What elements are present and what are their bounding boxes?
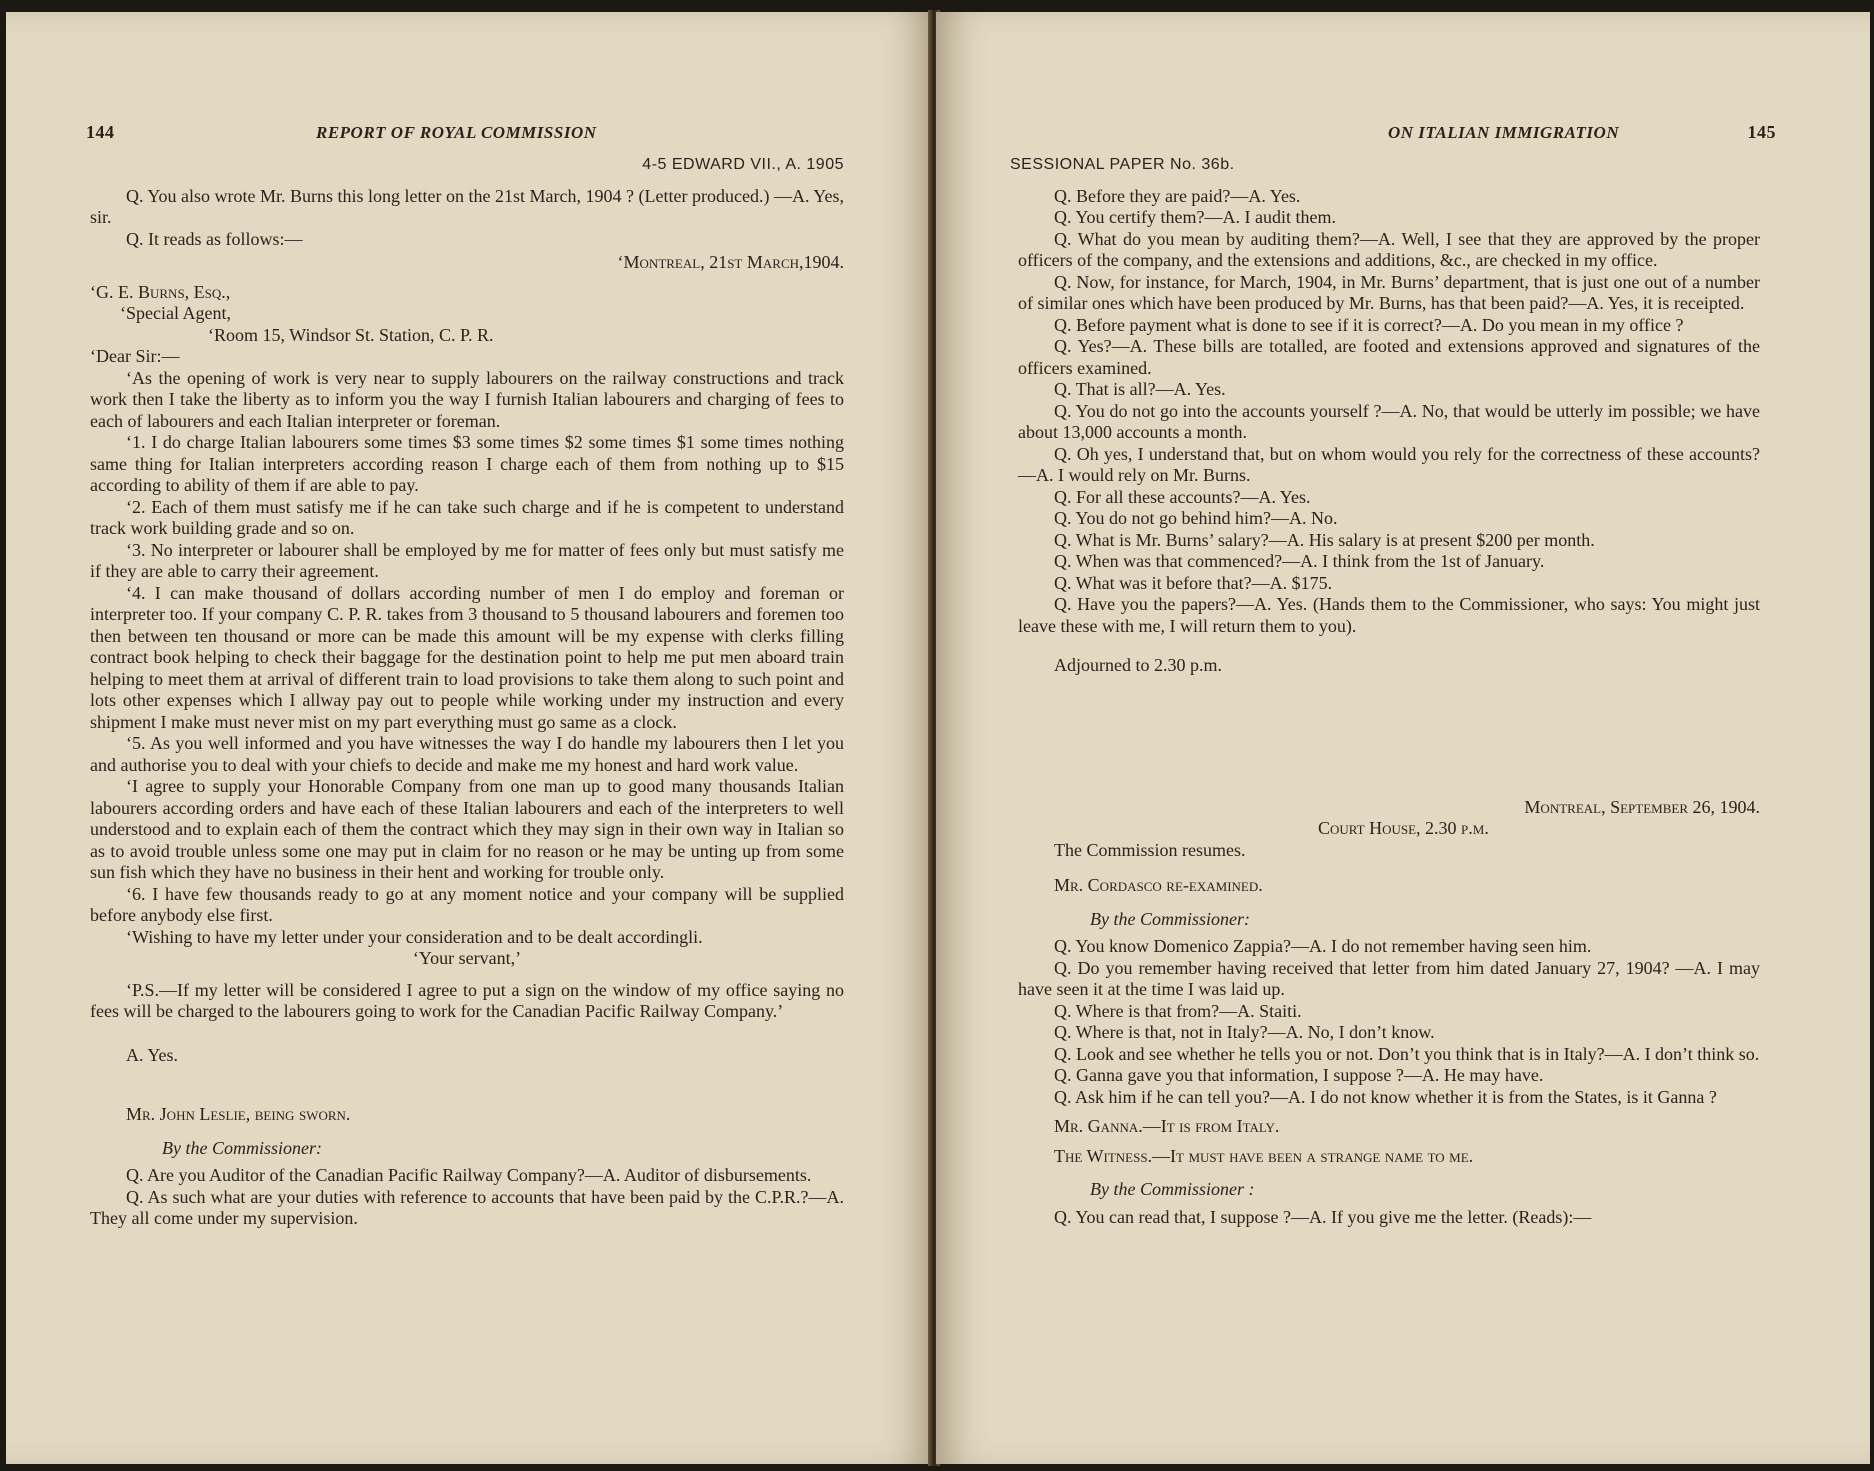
witness-reexamined: Mr. Cordasco re-examined. (1054, 875, 1263, 895)
left-page-number: 144 (86, 122, 115, 142)
paragraph: Q. Yes?—A. These bills are totalled, are footed and extensions approved and signatures of the officers examined. (1018, 336, 1760, 378)
sessional-paper-line: SESSIONAL PAPER No. 36b. (1010, 156, 1235, 173)
letter-paragraph: ‘1. I do charge Italian labourers some times $3 some times $2 some times $1 some times nothing same thing for Italian interpreters according reason I charge each of them from nothing up to $15 according to ability of them if are able to pay. (90, 432, 844, 495)
right-page (936, 12, 1870, 1464)
right-running-title: ON ITALIAN IMMIGRATION (1388, 123, 1620, 142)
letter-paragraph: ‘Wishing to have my letter under your consideration and to be dealt accordingli. (126, 926, 703, 947)
letter-paragraph: ‘I agree to supply your Honorable Company from one man up to good many thousands Italian labourers according orders and have each of these Italian labourers and each of the interpreters to well understood and to explain each of them the contract which they may sign in their own way in Italian so as to avoid trouble unless some one may put in claim for no reason or he may be unting up from some sun fish which they have no business in their hent and working for trouble only. (90, 776, 844, 882)
letter-paragraph: ‘3. No interpreter or labourer shall be employed by me for matter of fees only but must satisfy me if they are able to carry their agreement. (90, 539, 844, 581)
letter-address-line: ‘G. E. Burns, Esq., (90, 281, 231, 302)
paragraph: Q. You also wrote Mr. Burns this long letter on the 21st March, 1904 ? (Letter produced.) —A. Yes, sir. (90, 185, 844, 227)
right-running-head (1018, 122, 1776, 146)
paragraph: Q. You know Domenico Zappia?—A. I do not remember having seen him. (1054, 936, 1592, 956)
witness-sworn: Mr. John Leslie, being sworn. (126, 1104, 351, 1124)
adjourned-line: Adjourned to 2.30 p.m. (1054, 655, 1222, 675)
paragraph: Q. Do you remember having received that letter from him dated January 27, 1904? —A. I may have seen it at the time I was laid up. (1018, 957, 1760, 999)
ganna-statement: Mr. Ganna.—It is from Italy. (1054, 1116, 1280, 1136)
paragraph: Q. What was it before that?—A. $175. (1054, 572, 1333, 593)
paragraph: Q. Ganna gave you that information, I suppose ?—A. He may have. (1054, 1065, 1544, 1085)
paragraph: Q. Are you Auditor of the Canadian Pacific Railway Company?—A. Auditor of disbursements. (126, 1165, 812, 1185)
letter-closing: ‘Your servant,’ (412, 948, 522, 968)
paragraph: Q. As such what are your duties with reference to accounts that have been paid by the C.P.R.?—A. They all come under my supervision. (90, 1186, 844, 1228)
by-commissioner-heading: By the Commissioner : (1090, 1179, 1255, 1199)
letter-paragraph: ‘6. I have few thousands ready to go at any moment notice and your company will be supplied before anybody else first. (90, 883, 844, 925)
letter-paragraph: ‘As the opening of work is very near to supply labourers on the railway constructions and track work then I take the liberty as to inform you the way I furnish Italian labourers and charging of fees to each of labourers and each Italian interpreter or foreman. (90, 367, 844, 431)
left-running-head (86, 122, 844, 146)
paragraph: Q. You can read that, I suppose ?—A. If you give me the letter. (Reads):— (1054, 1206, 1592, 1227)
paragraph: Q. You do not go into the accounts yourself ?—A. No, that would be utterly im possible; we have about 13,000 accounts a month. (1018, 400, 1760, 442)
paragraph: Q. Oh yes, I understand that, but on whom would you rely for the correctness of these accounts?—A. I would rely on Mr. Burns. (1018, 443, 1760, 485)
paragraph: Q. Ask him if he can tell you?—A. I do not know whether it is from the States, is it Ganna ? (1054, 1086, 1717, 1107)
paragraph: Q. Now, for instance, for March, 1904, in Mr. Burns’ department, that is just one out of a number of similar ones which have been produced by Mr. Burns, has that been paid?—A. Yes, it is receipted. (1018, 271, 1760, 313)
paragraph: Q. What do you mean by auditing them?—A. Well, I see that they are approved by the proper officers of the company, and the extensions and additions, &c., are checked in my office. (1018, 228, 1760, 270)
paragraph: Q. Before payment what is done to see if it is correct?—A. Do you mean in my office ? (1054, 314, 1684, 335)
paragraph: Q. You do not go behind him?—A. No. (1054, 508, 1338, 528)
paragraph: Q. Where is that, not in Italy?—A. No, I don’t know. (1054, 1022, 1435, 1042)
session-line: 4-5 EDWARD VII., A. 1905 (642, 156, 844, 173)
letter-address-line: ‘Room 15, Windsor St. Station, C. P. R. (208, 324, 494, 345)
left-page (6, 12, 932, 1464)
letter-postscript: ‘P.S.—If my letter will be considered I agree to put a sign on the window of my office saying no fees will be charged to the labourers going to work for the Canadian Pacific Railway Company.’ (90, 979, 844, 1021)
letter-address-line: ‘Special Agent, (120, 303, 231, 323)
letter-paragraph: ‘2. Each of them must satisfy me if he can take such charge and if he is competent to understand track work building grade and so on. (90, 496, 844, 538)
paragraph: Q. It reads as follows:— (126, 228, 303, 249)
paragraph: Q. That is all?—A. Yes. (1054, 379, 1226, 399)
letter-dateline: ‘Montreal, 21st March,1904. (617, 252, 844, 272)
court-house-line: Court House, 2.30 p.m. (1318, 818, 1489, 838)
session-dateline: Montreal, September 26, 1904. (1524, 796, 1760, 817)
right-page-number: 145 (1747, 122, 1776, 142)
paragraph: Q. For all these accounts?—A. Yes. (1054, 486, 1311, 507)
paragraph: Q. When was that commenced?—A. I think from the 1st of January. (1054, 551, 1545, 571)
by-commissioner-heading: By the Commissioner: (162, 1137, 322, 1158)
paragraph: Q. What is Mr. Burns’ salary?—A. His salary is at present $200 per month. (1054, 529, 1595, 550)
letter-paragraph: ‘4. I can make thousand of dollars according number of men I do employ and foreman or interpreter too. If your company C. P. R. takes from 3 thousand to 5 thousand labourers and foremen too then between ten thousand or more can be made this amount will be my expense with clerks filling contract book helping to check their baggage for the destination point to help me put men aboard train helping to meet them at arrival of different train to load provisions to take them along to such point and lots other expenses which I allway pay out to people while working under my instruction and every shipment I make must never mist on my part everything must go same as a clock. (90, 582, 844, 732)
commission-resumes: The Commission resumes. (1054, 839, 1246, 860)
paragraph: Q. Before they are paid?—A. Yes. (1054, 185, 1301, 206)
left-running-title: REPORT OF ROYAL COMMISSION (316, 123, 597, 142)
witness-statement: The Witness.—It must have been a strange name to me. (1054, 1145, 1474, 1166)
paragraph: Q. You certify them?—A. I audit them. (1054, 207, 1336, 227)
by-commissioner-heading: By the Commissioner: (1090, 908, 1250, 929)
letter-paragraph: ‘5. As you well informed and you have witnesses the way I do handle my labourers then I let you and authorise you to deal with your chiefs to decide and make me my honest and hard work value. (90, 733, 844, 775)
paragraph: Q. Have you the papers?—A. Yes. (Hands them to the Commissioner, who says: You might just leave these with me, I will return them to you). (1018, 594, 1760, 636)
paragraph: Q. Where is that from?—A. Staiti. (1054, 1000, 1302, 1021)
paragraph: Q. Look and see whether he tells you or not. Don’t you think that is in Italy?—A. I don’t think so. (1054, 1043, 1760, 1064)
answer-yes: A. Yes. (126, 1044, 179, 1065)
letter-salutation: ‘Dear Sir:— (90, 346, 180, 366)
